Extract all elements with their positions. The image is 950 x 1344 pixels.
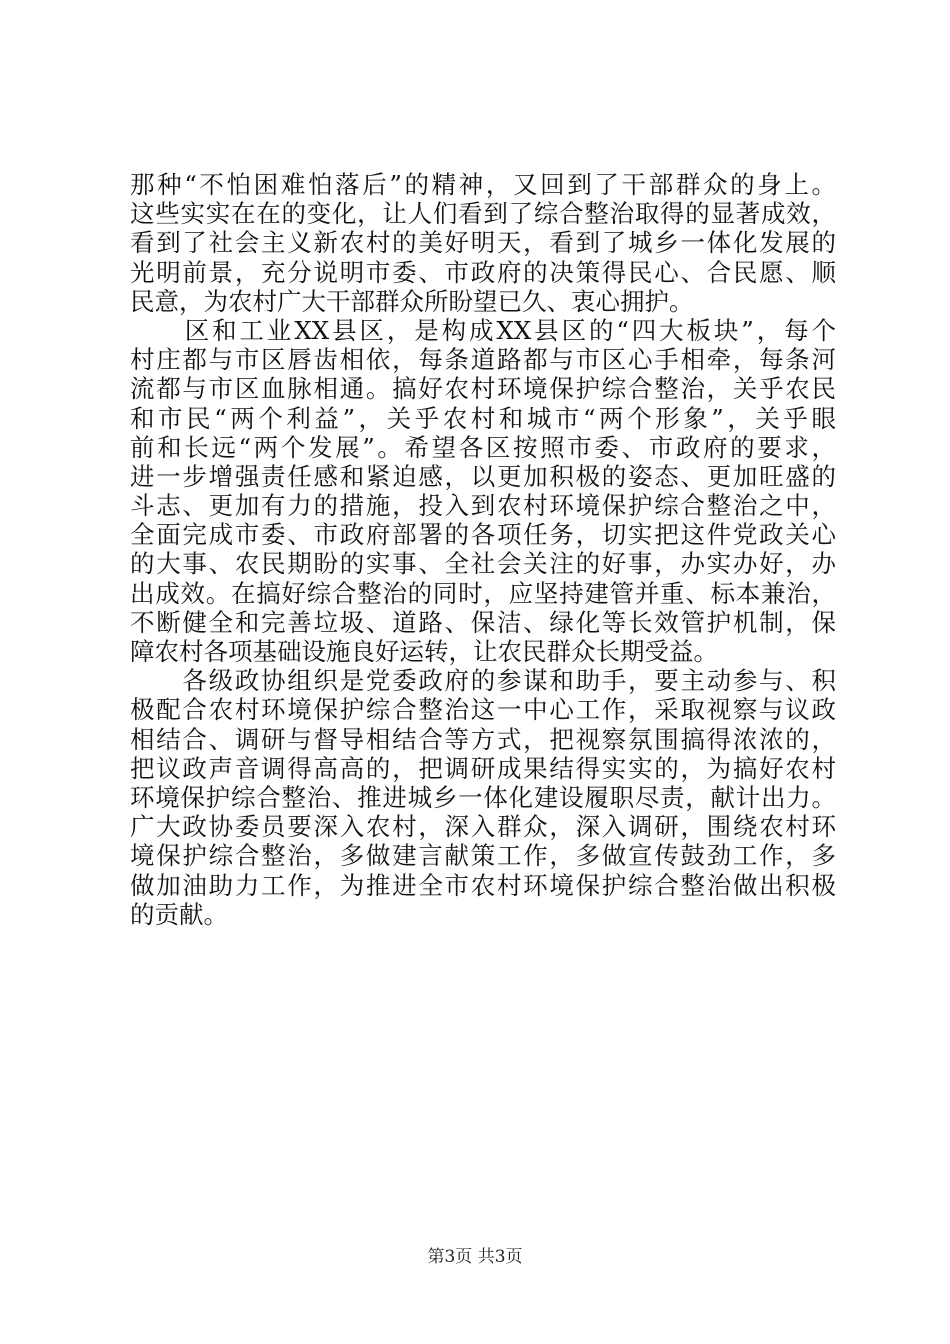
text-line: 环境保护综合整治、推进城乡一体化建设履职尽责，献计出力。 bbox=[130, 782, 836, 812]
page-number-footer: 第3页 共3页 bbox=[427, 1247, 523, 1267]
text-line: 做加油助力工作，为推进全市农村环境保护综合整治做出积极 bbox=[130, 870, 836, 900]
text-line: 这些实实在在的变化，让人们看到了综合整治取得的显著成效， bbox=[130, 199, 836, 229]
text-line: 广大政协委员要深入农村，深入群众，深入调研，围绕农村环 bbox=[130, 812, 836, 842]
text-line: 和市民“两个利益”，关乎农村和城市“两个形象”，关乎眼 bbox=[130, 403, 836, 433]
text-line: 区和工业XX县区，是构成XX县区的“四大板块”，每个 bbox=[130, 315, 836, 345]
text-line: 境保护综合整治，多做建言献策工作，多做宣传鼓劲工作，多 bbox=[130, 841, 836, 871]
text-line: 出成效。在搞好综合整治的同时，应坚持建管并重、标本兼治， bbox=[130, 578, 836, 608]
document-body bbox=[130, 170, 836, 929]
text-line: 的贡献。 bbox=[130, 899, 228, 929]
text-line: 光明前景，充分说明市委、市政府的决策得民心、合民愿、顺 bbox=[130, 257, 836, 287]
text-line: 斗志、更加有力的措施，投入到农村环境保护综合整治之中， bbox=[130, 491, 836, 521]
text-line: 民意，为农村广大干部群众所盼望已久、衷心拥护。 bbox=[130, 286, 694, 316]
text-line: 把议政声音调得高高的，把调研成果结得实实的，为搞好农村 bbox=[130, 753, 836, 783]
text-line: 进一步增强责任感和紧迫感，以更加积极的姿态、更加旺盛的 bbox=[130, 461, 836, 491]
paragraph-2 bbox=[130, 316, 836, 666]
text-line: 不断健全和完善垃圾、道路、保洁、绿化等长效管护机制，保 bbox=[130, 607, 836, 637]
text-line: 相结合、调研与督导相结合等方式，把视察氛围搞得浓浓的， bbox=[130, 724, 836, 754]
text-line: 全面完成市委、市政府部署的各项任务，切实把这件党政关心 bbox=[130, 520, 836, 550]
text-line: 的大事、农民期盼的实事、全社会关注的好事，办实办好，办 bbox=[130, 549, 836, 579]
text-line: 前和长远“两个发展”。希望各区按照市委、市政府的要求， bbox=[130, 432, 836, 462]
text-line: 看到了社会主义新农村的美好明天，看到了城乡一体化发展的 bbox=[130, 228, 836, 258]
paragraph-3 bbox=[130, 666, 836, 929]
text-line: 各级政协组织是党委政府的参谋和助手，要主动参与、积 bbox=[130, 666, 836, 696]
text-line: 流都与市区血脉相通。搞好农村环境保护综合整治，关乎农民 bbox=[130, 374, 836, 404]
text-line: 障农村各项基础设施良好运转，让农民群众长期受益。 bbox=[130, 637, 718, 666]
text-line: 那种“不怕困难怕落后”的精神，又回到了干部群众的身上。 bbox=[130, 170, 836, 199]
paragraph-1 bbox=[130, 170, 836, 316]
text-line: 村庄都与市区唇齿相依，每条道路都与市区心手相牵，每条河 bbox=[130, 345, 836, 375]
text-line: 极配合农村环境保护综合整治这一中心工作，采取视察与议政 bbox=[130, 695, 836, 725]
